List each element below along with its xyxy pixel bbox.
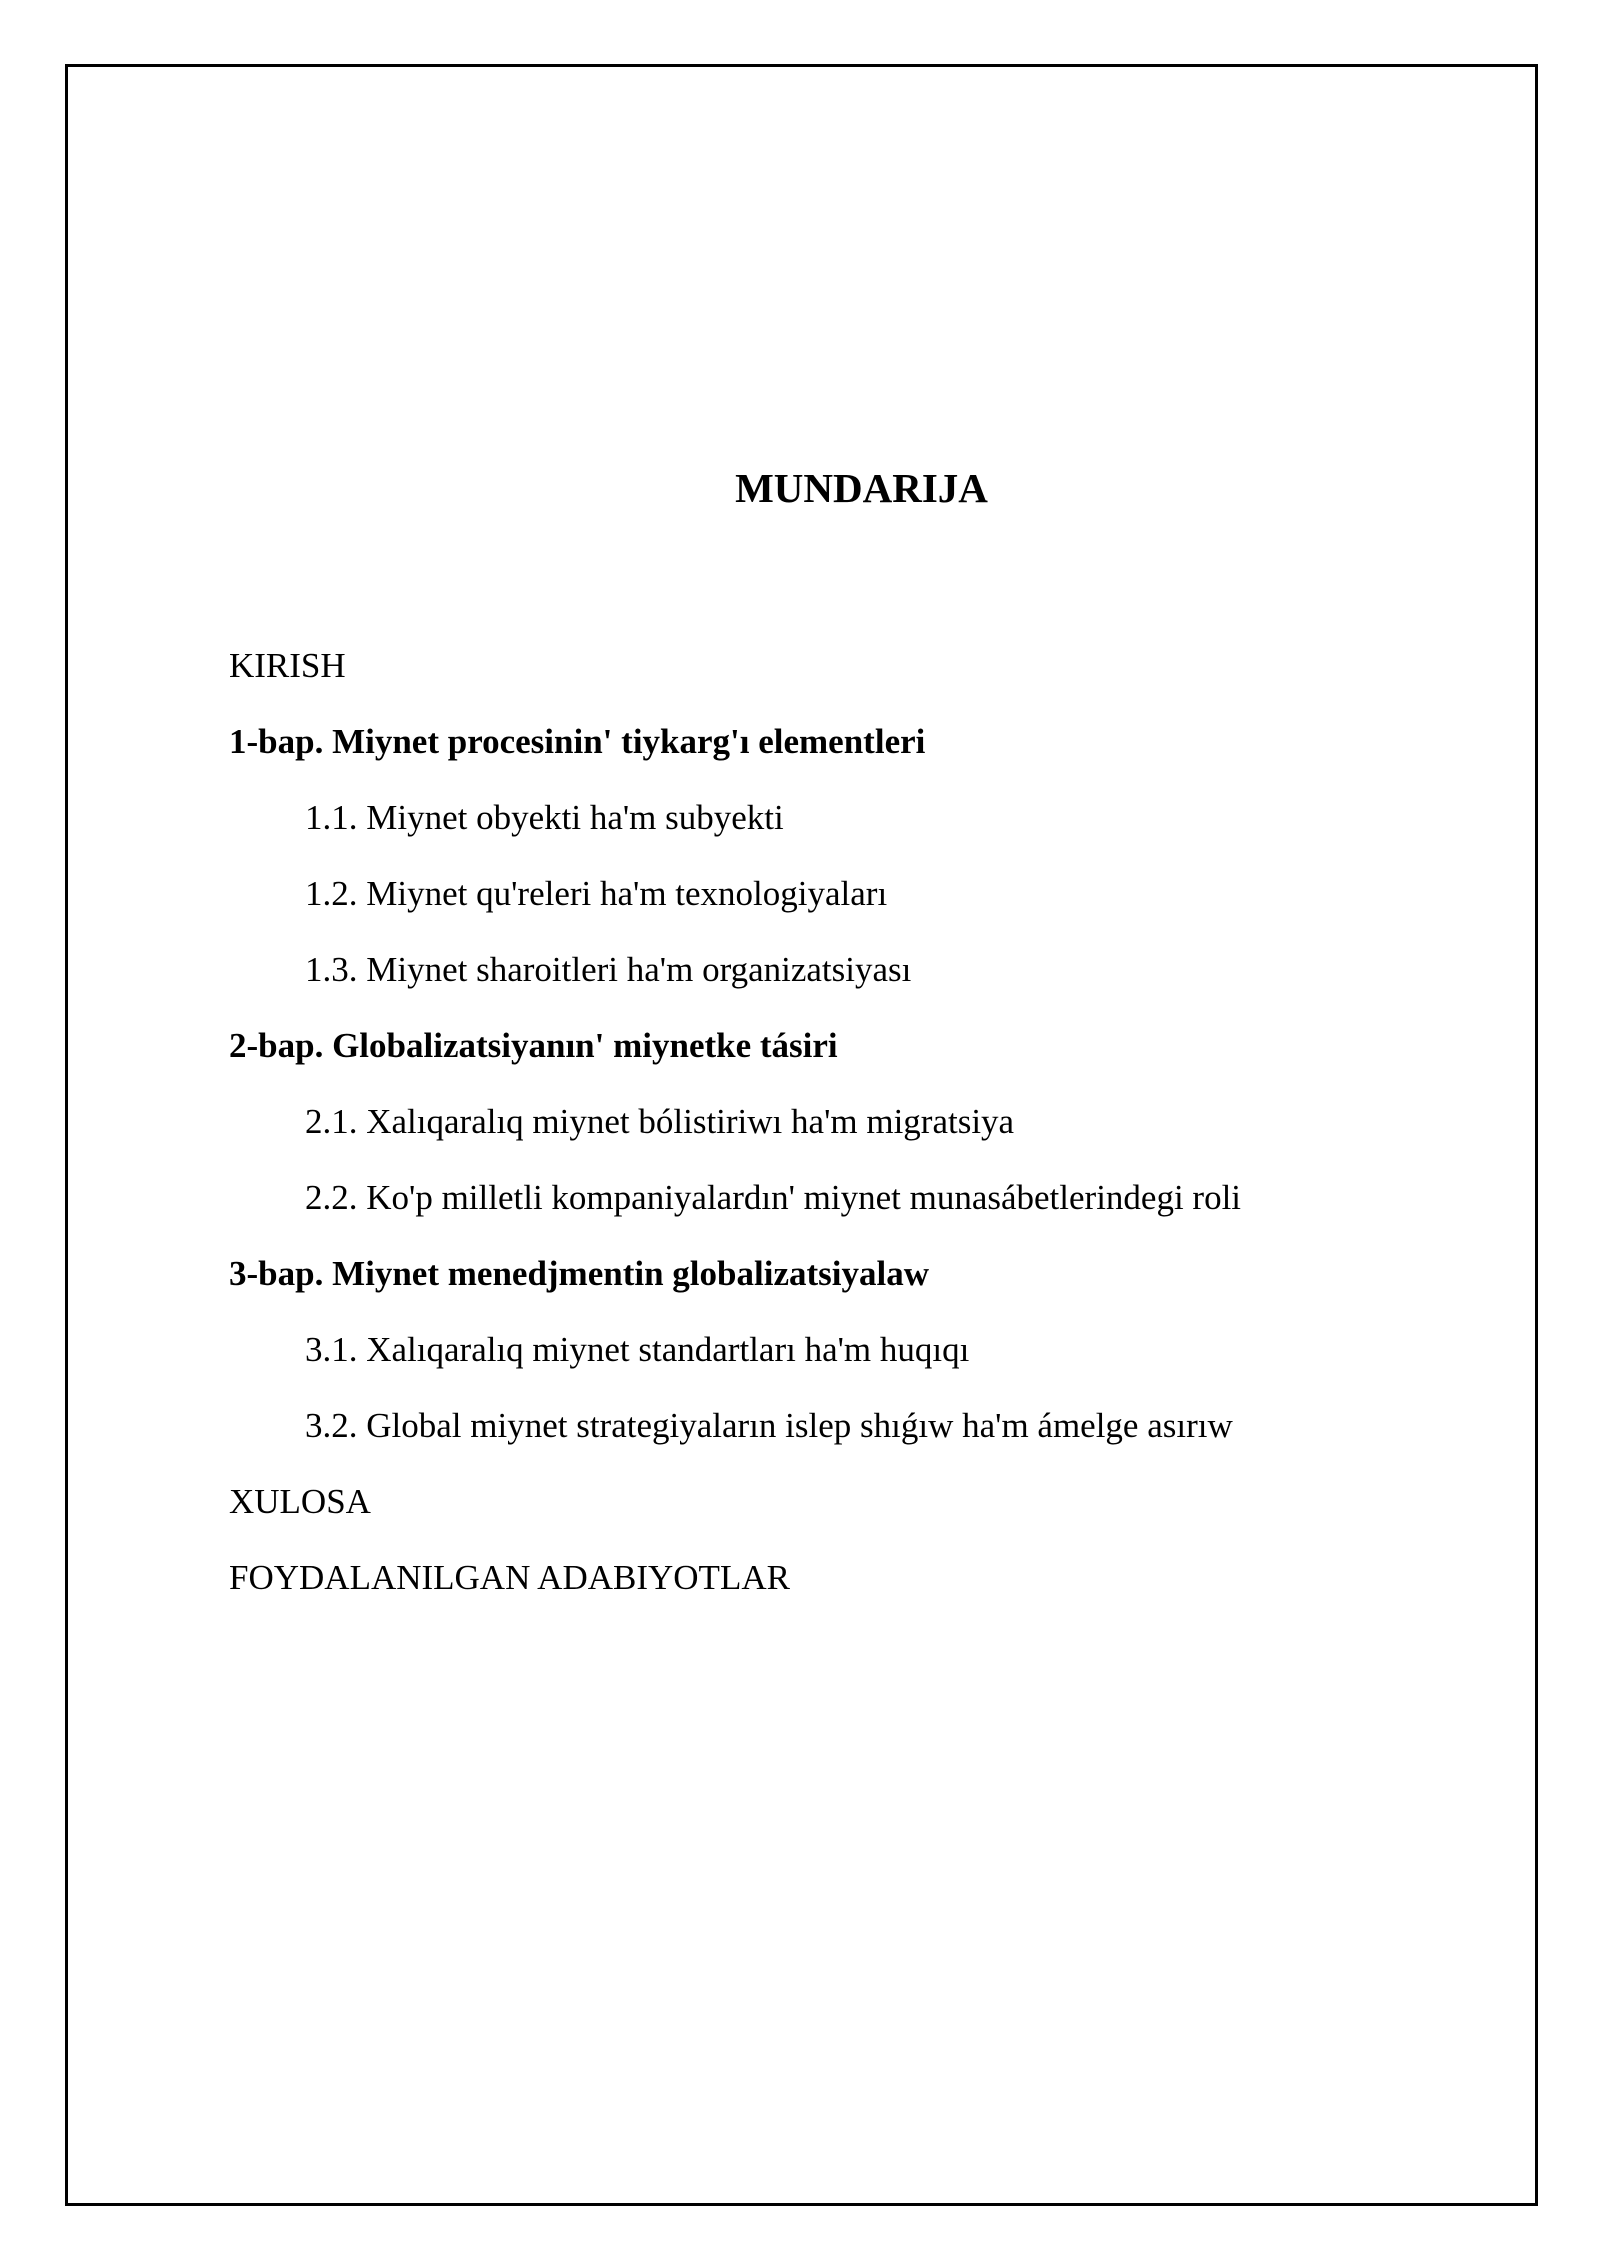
toc-chapter-2: 2-bap. Globalizatsiyanın' miynetke tásiri: [229, 1026, 838, 1065]
toc-section-1-1: 1.1. Miynet obyekti ha'm subyekti: [305, 798, 784, 837]
toc-section-1-3: 1.3. Miynet sharoitleri ha'm organizatsiyası: [305, 950, 912, 989]
toc-section-3-1: 3.1. Xalıqaralıq miynet standartları ha'm huqıqı: [305, 1330, 970, 1369]
toc-chapter-3: 3-bap. Miynet menedjmentin globalizatsiyalaw: [229, 1254, 929, 1293]
toc-section-2-1: 2.1. Xalıqaralıq miynet bólistiriwı ha'm migratsiya: [305, 1102, 1015, 1141]
toc-entry-references: FOYDALANILGAN ADABIYOTLAR: [229, 1558, 790, 1597]
toc-chapter-1: 1-bap. Miynet procesinin' tiykarg'ı elementleri: [229, 722, 926, 761]
table-of-contents: [229, 636, 1489, 1624]
toc-entry-conclusion: XULOSA: [229, 1482, 371, 1521]
toc-section-2-2: 2.2. Ko'p milletli kompaniyalardın' miynet munasábetlerindegi roli: [305, 1178, 1242, 1217]
page-title: MUNDARIJA: [735, 465, 988, 511]
toc-section-3-2: 3.2. Global miynet strategiyaların islep shıǵıw ha'm ámelge asırıw: [305, 1406, 1233, 1445]
toc-entry-intro: KIRISH: [229, 646, 346, 685]
toc-section-1-2: 1.2. Miynet qu'releri ha'm texnologiyaları: [305, 874, 888, 913]
